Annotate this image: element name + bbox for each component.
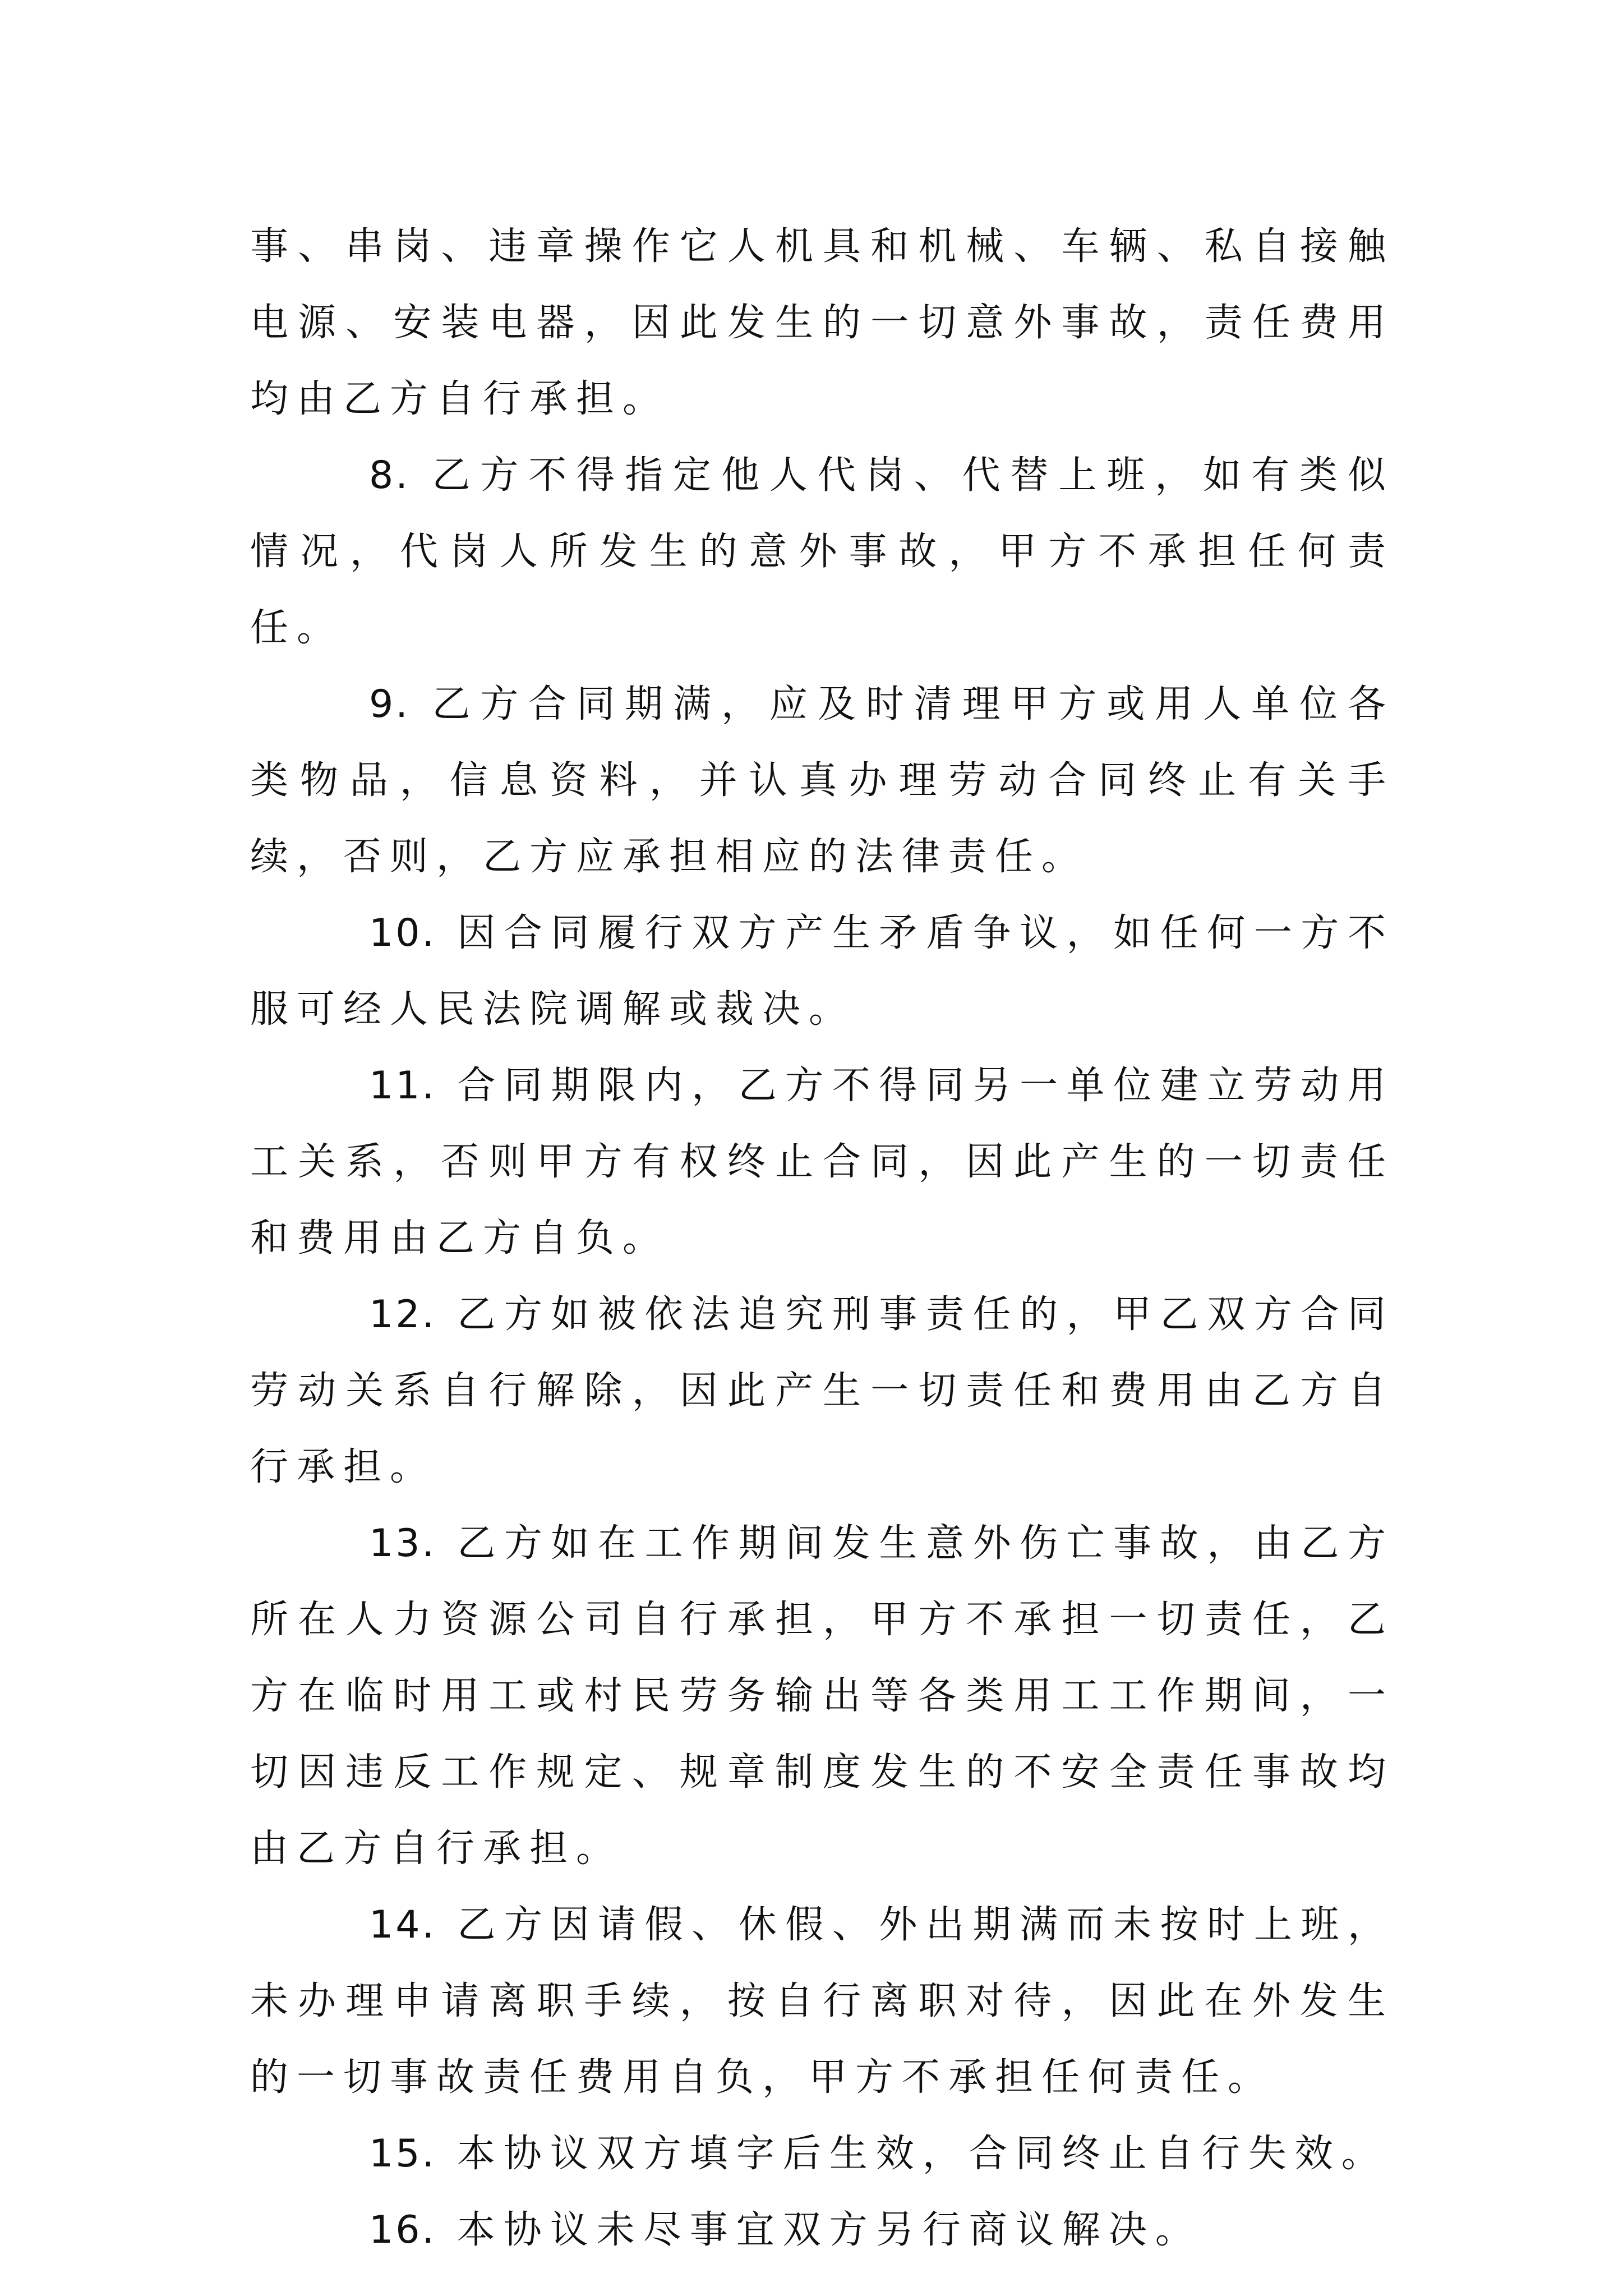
clause-text: 乙方合同期满，应及时清理甲方或用人单位各类物品，信息资料，并认真办理劳动合同终止有关手续，否则，乙方应承担相应的法律责任。 <box>250 682 1394 879</box>
clause-number: 16. <box>369 2208 437 2252</box>
clause-number: 14. <box>369 1903 437 1947</box>
document-body <box>250 209 1394 2269</box>
clause-text: 乙方不得指定他人代岗、代替上班，如有类似情况，代岗人所发生的意外事故，甲方不承担任何责任。 <box>250 453 1394 650</box>
clause-11 <box>250 1048 1394 1277</box>
clause-number: 10. <box>369 911 437 955</box>
clause-text: 合同期限内，乙方不得同另一单位建立劳动用工关系，否则甲方有权终止合同，因此产生的一切责任和费用由乙方自负。 <box>250 1064 1394 1260</box>
clause-text: 乙方如在工作期间发生意外伤亡事故，由乙方所在人力资源公司自行承担，甲方不承担一切责任，乙方在临时用工或村民劳务输出等各类用工工作期间，一切因违反工作规定、规章制度发生的不安全责任事故均由乙方自行承担。 <box>250 1521 1394 1871</box>
clause-10 <box>250 895 1394 1048</box>
clause-8 <box>250 438 1394 666</box>
paragraph-text: 事、串岗、违章操作它人机具和机械、车辆、私自接触电源、安装电器，因此发生的一切意外事故，责任费用均由乙方自行承担。 <box>250 224 1394 421</box>
clause-text: 乙方因请假、休假、外出期满而未按时上班，未办理申请离职手续，按自行离职对待，因此在外发生的一切事故责任费用自负，甲方不承担任何责任。 <box>250 1903 1394 2100</box>
clause-number: 15. <box>369 2132 437 2176</box>
clause-15 <box>250 2116 1394 2192</box>
clause-12 <box>250 1277 1394 1506</box>
clause-text: 乙方如被依法追究刑事责任的，甲乙双方合同劳动关系自行解除，因此产生一切责任和费用由乙方自行承担。 <box>250 1292 1394 1489</box>
clause-13 <box>250 1506 1394 1887</box>
paragraph-continuation <box>250 209 1394 438</box>
clause-14 <box>250 1887 1394 2116</box>
clause-number: 9. <box>369 682 410 726</box>
clause-number: 12. <box>369 1292 437 1337</box>
clause-number: 8. <box>369 453 410 498</box>
clause-16 <box>250 2192 1394 2269</box>
clause-text: 因合同履行双方产生矛盾争议，如任何一方不服可经人民法院调解或裁决。 <box>250 911 1394 1032</box>
clause-number: 11. <box>369 1064 437 1108</box>
clause-number: 13. <box>369 1521 437 1566</box>
clause-text: 本协议未尽事宜双方另行商议解决。 <box>457 2208 1202 2252</box>
clause-text: 本协议双方填字后生效，合同终止自行失效。 <box>457 2132 1388 2176</box>
clause-9 <box>250 666 1394 895</box>
